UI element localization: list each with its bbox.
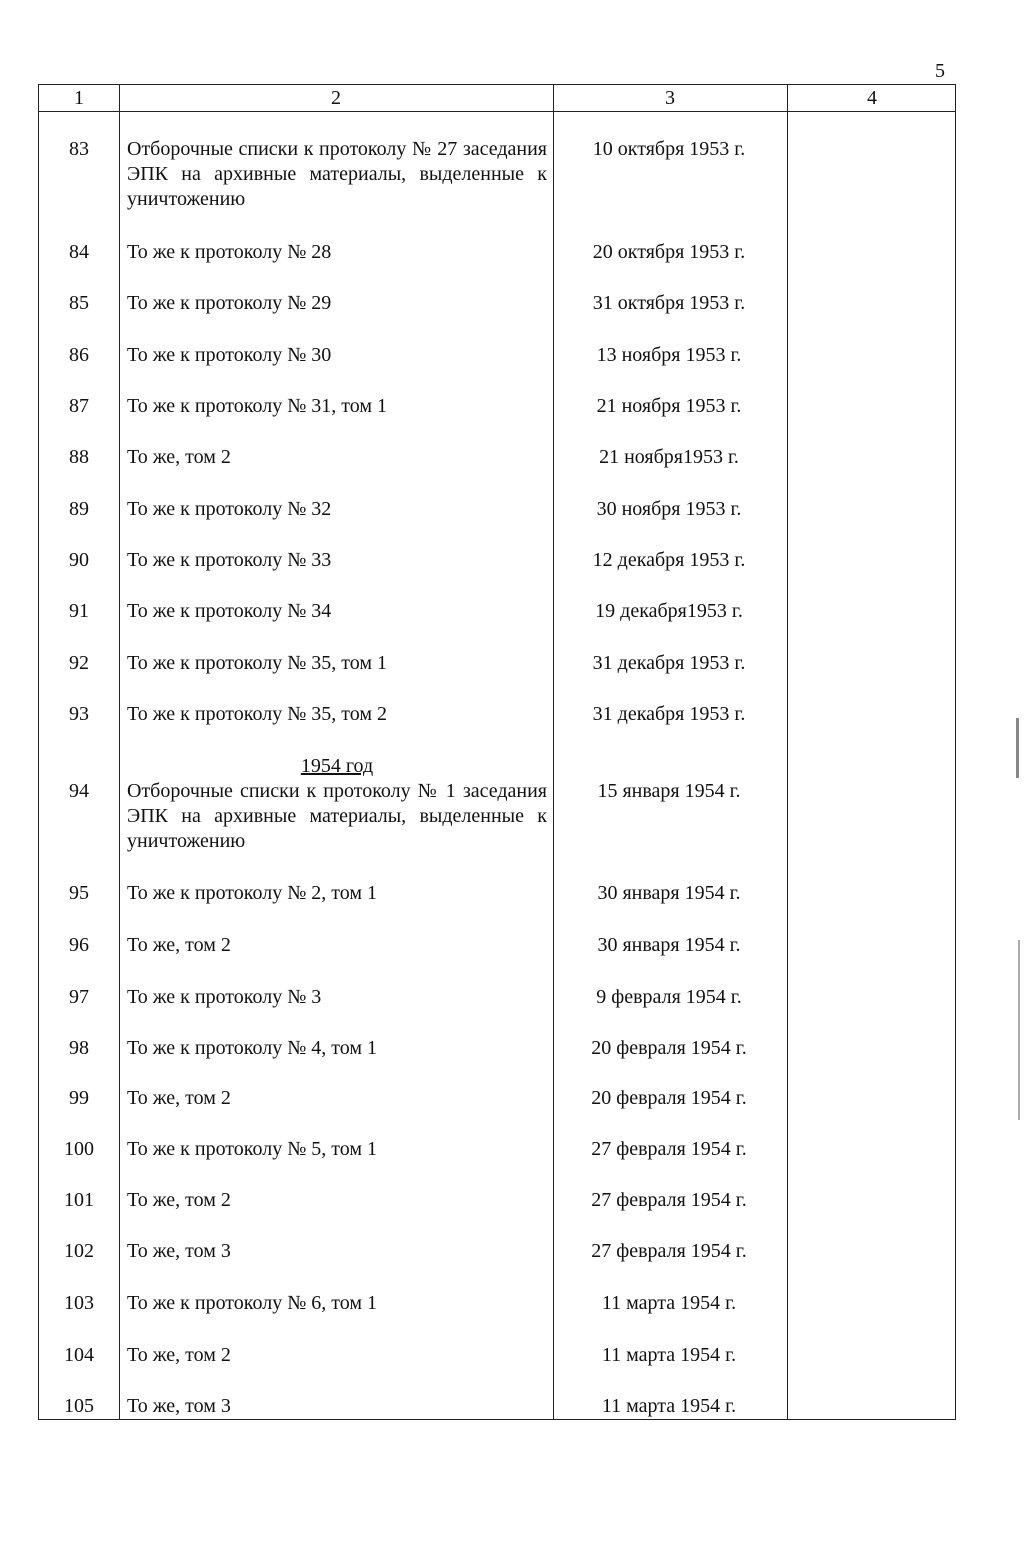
row-description: То же к протоколу № 31, том 1 [127,395,388,417]
row-number: 93 [69,703,89,725]
row-number: 103 [64,1292,94,1314]
row-number: 87 [69,395,89,417]
column-divider-2 [553,85,554,1419]
row-description: То же, том 2 [127,1189,231,1211]
row-number: 92 [69,652,89,674]
row-description: То же к протоколу № 5, том 1 [127,1138,378,1160]
row-date: 12 декабря 1953 г. [592,549,746,571]
row-description: То же к протоколу № 35, том 1 [127,652,388,674]
row-description: Отборочные списки к протоколу № 1 заседания ЭПК на архивные материалы, выделенные к уничтожению [127,780,547,852]
inventory-table [38,84,956,1420]
row-date: 20 февраля 1954 г. [591,1037,747,1059]
row-description: То же к протоколу № 29 [127,292,332,314]
row-description: То же к протоколу № 34 [127,600,332,622]
row-date: 9 февраля 1954 г. [596,986,742,1008]
page-number: 5 [935,60,945,82]
row-description: То же к протоколу № 2, том 1 [127,882,378,904]
row-date: 20 октября 1953 г. [592,241,746,263]
row-date: 31 декабря 1953 г. [592,652,746,674]
row-date: 19 декабря1953 г. [595,600,743,622]
row-description: То же, том 2 [127,446,231,468]
row-number: 86 [69,344,89,366]
row-date: 27 февраля 1954 г. [591,1240,747,1262]
row-description: То же, том 3 [127,1240,231,1262]
section-heading-1954: 1954 год [300,755,374,777]
row-date: 10 октября 1953 г. [592,138,746,160]
row-date: 11 марта 1954 г. [601,1292,737,1314]
column-header-3: 3 [665,87,675,109]
row-number: 98 [69,1037,89,1059]
row-date: 30 ноября 1953 г. [596,498,742,520]
row-number: 90 [69,549,89,571]
row-description: То же, том 3 [127,1395,231,1417]
table-header [39,85,955,112]
row-number: 96 [69,934,89,956]
row-date: 31 декабря 1953 г. [592,703,746,725]
row-number: 104 [64,1344,94,1366]
row-number: 94 [69,780,89,802]
row-date: 27 февраля 1954 г. [591,1189,747,1211]
column-divider-1 [119,85,120,1419]
row-description: То же к протоколу № 6, том 1 [127,1292,378,1314]
row-number: 105 [64,1395,94,1417]
row-description: То же к протоколу № 30 [127,344,332,366]
row-date: 30 января 1954 г. [597,934,741,956]
row-date: 21 ноября 1953 г. [596,395,742,417]
column-divider-3 [787,85,788,1419]
row-description: То же, том 2 [127,934,231,956]
row-date: 11 марта 1954 г. [601,1344,737,1366]
row-description: То же к протоколу № 33 [127,549,332,571]
row-number: 100 [64,1138,94,1160]
column-header-4: 4 [867,87,877,109]
row-number: 97 [69,986,89,1008]
row-date: 20 февраля 1954 г. [591,1087,747,1109]
row-description: То же, том 2 [127,1087,231,1109]
row-number: 102 [64,1240,94,1262]
row-description: То же к протоколу № 35, том 2 [127,703,388,725]
row-number: 101 [64,1189,94,1211]
row-date: 13 ноября 1953 г. [596,344,742,366]
row-description: То же к протоколу № 28 [127,241,332,263]
row-number: 85 [69,292,89,314]
row-number: 91 [69,600,89,622]
column-header-1: 1 [74,87,84,109]
row-date: 31 октября 1953 г. [592,292,746,314]
row-date: 30 января 1954 г. [597,882,741,904]
row-date: 21 ноября1953 г. [599,446,739,468]
row-number: 84 [69,241,89,263]
row-number: 95 [69,882,89,904]
row-description: То же к протоколу № 4, том 1 [127,1037,378,1059]
scan-edge-mark [1018,940,1020,1120]
row-date: 11 марта 1954 г. [601,1395,737,1417]
row-number: 83 [69,138,89,160]
row-date: 15 января 1954 г. [597,780,741,802]
row-description: То же к протоколу № 32 [127,498,332,520]
row-number: 88 [69,446,89,468]
row-description: То же к протоколу № 3 [127,986,322,1008]
row-description: Отборочные списки к протоколу № 27 заседания ЭПК на архивные материалы, выделенные к уничтожению [127,138,547,210]
row-number: 89 [69,498,89,520]
scan-edge-mark [1016,718,1019,778]
column-header-2: 2 [331,87,341,109]
row-date: 27 февраля 1954 г. [591,1138,747,1160]
row-description: То же, том 2 [127,1344,231,1366]
row-number: 99 [69,1087,89,1109]
